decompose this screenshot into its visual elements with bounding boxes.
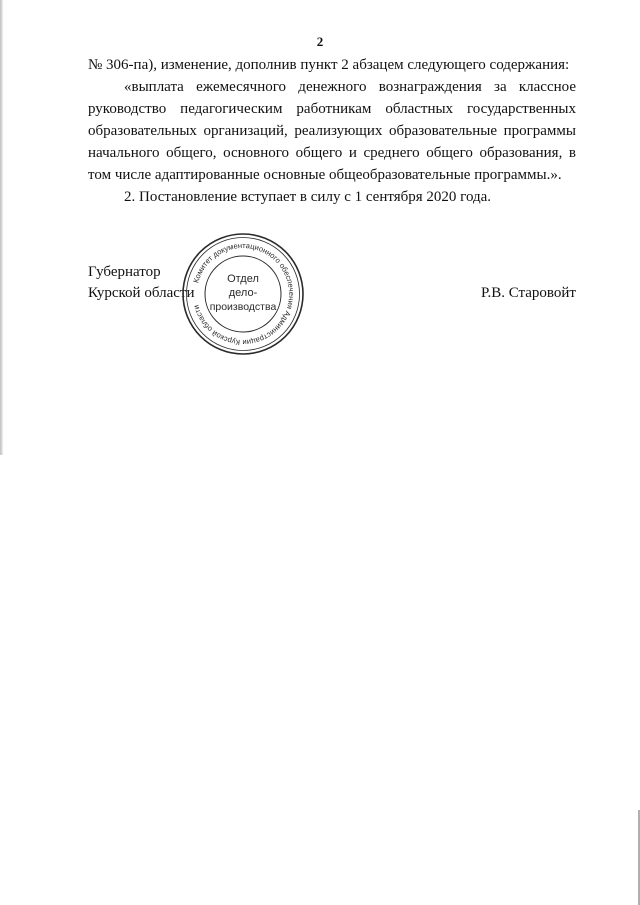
document-body	[88, 54, 576, 208]
seal-center-line1: Отдел	[227, 273, 259, 285]
seal-graphic	[179, 230, 307, 358]
signature-block	[88, 240, 576, 372]
signer-name: Р.В. Старовойт	[481, 285, 576, 301]
signer-title-line2: Курской области	[88, 285, 195, 301]
paragraph-amendment-ref: № 306-па), изменение, дополнив пункт 2 абзацем следующего содержания:	[88, 57, 570, 73]
signer-title-line1: Губернатор	[88, 264, 161, 280]
scan-edge-left	[0, 0, 3, 455]
seal-ring-text: Комитет документационного обеспечения Администрации Курской области	[191, 240, 297, 348]
official-seal	[179, 230, 307, 358]
page-number: 2	[316, 34, 324, 49]
seal-center-line2: дело-	[228, 287, 258, 299]
seal-center-line3: производства	[209, 301, 277, 313]
paragraph-effective-date: 2. Постановление вступает в силу с 1 сентября 2020 года.	[124, 189, 492, 205]
paragraph-quoted-addition: «выплата ежемесячного денежного вознаграждения за классное руководство педагогическим работникам областных государственных образовательных организаций, реализующих образовательные программы начального общего, основного общего и среднего общего образования, в том числе адаптированные основные общеобразовательные программы.».	[88, 79, 576, 183]
